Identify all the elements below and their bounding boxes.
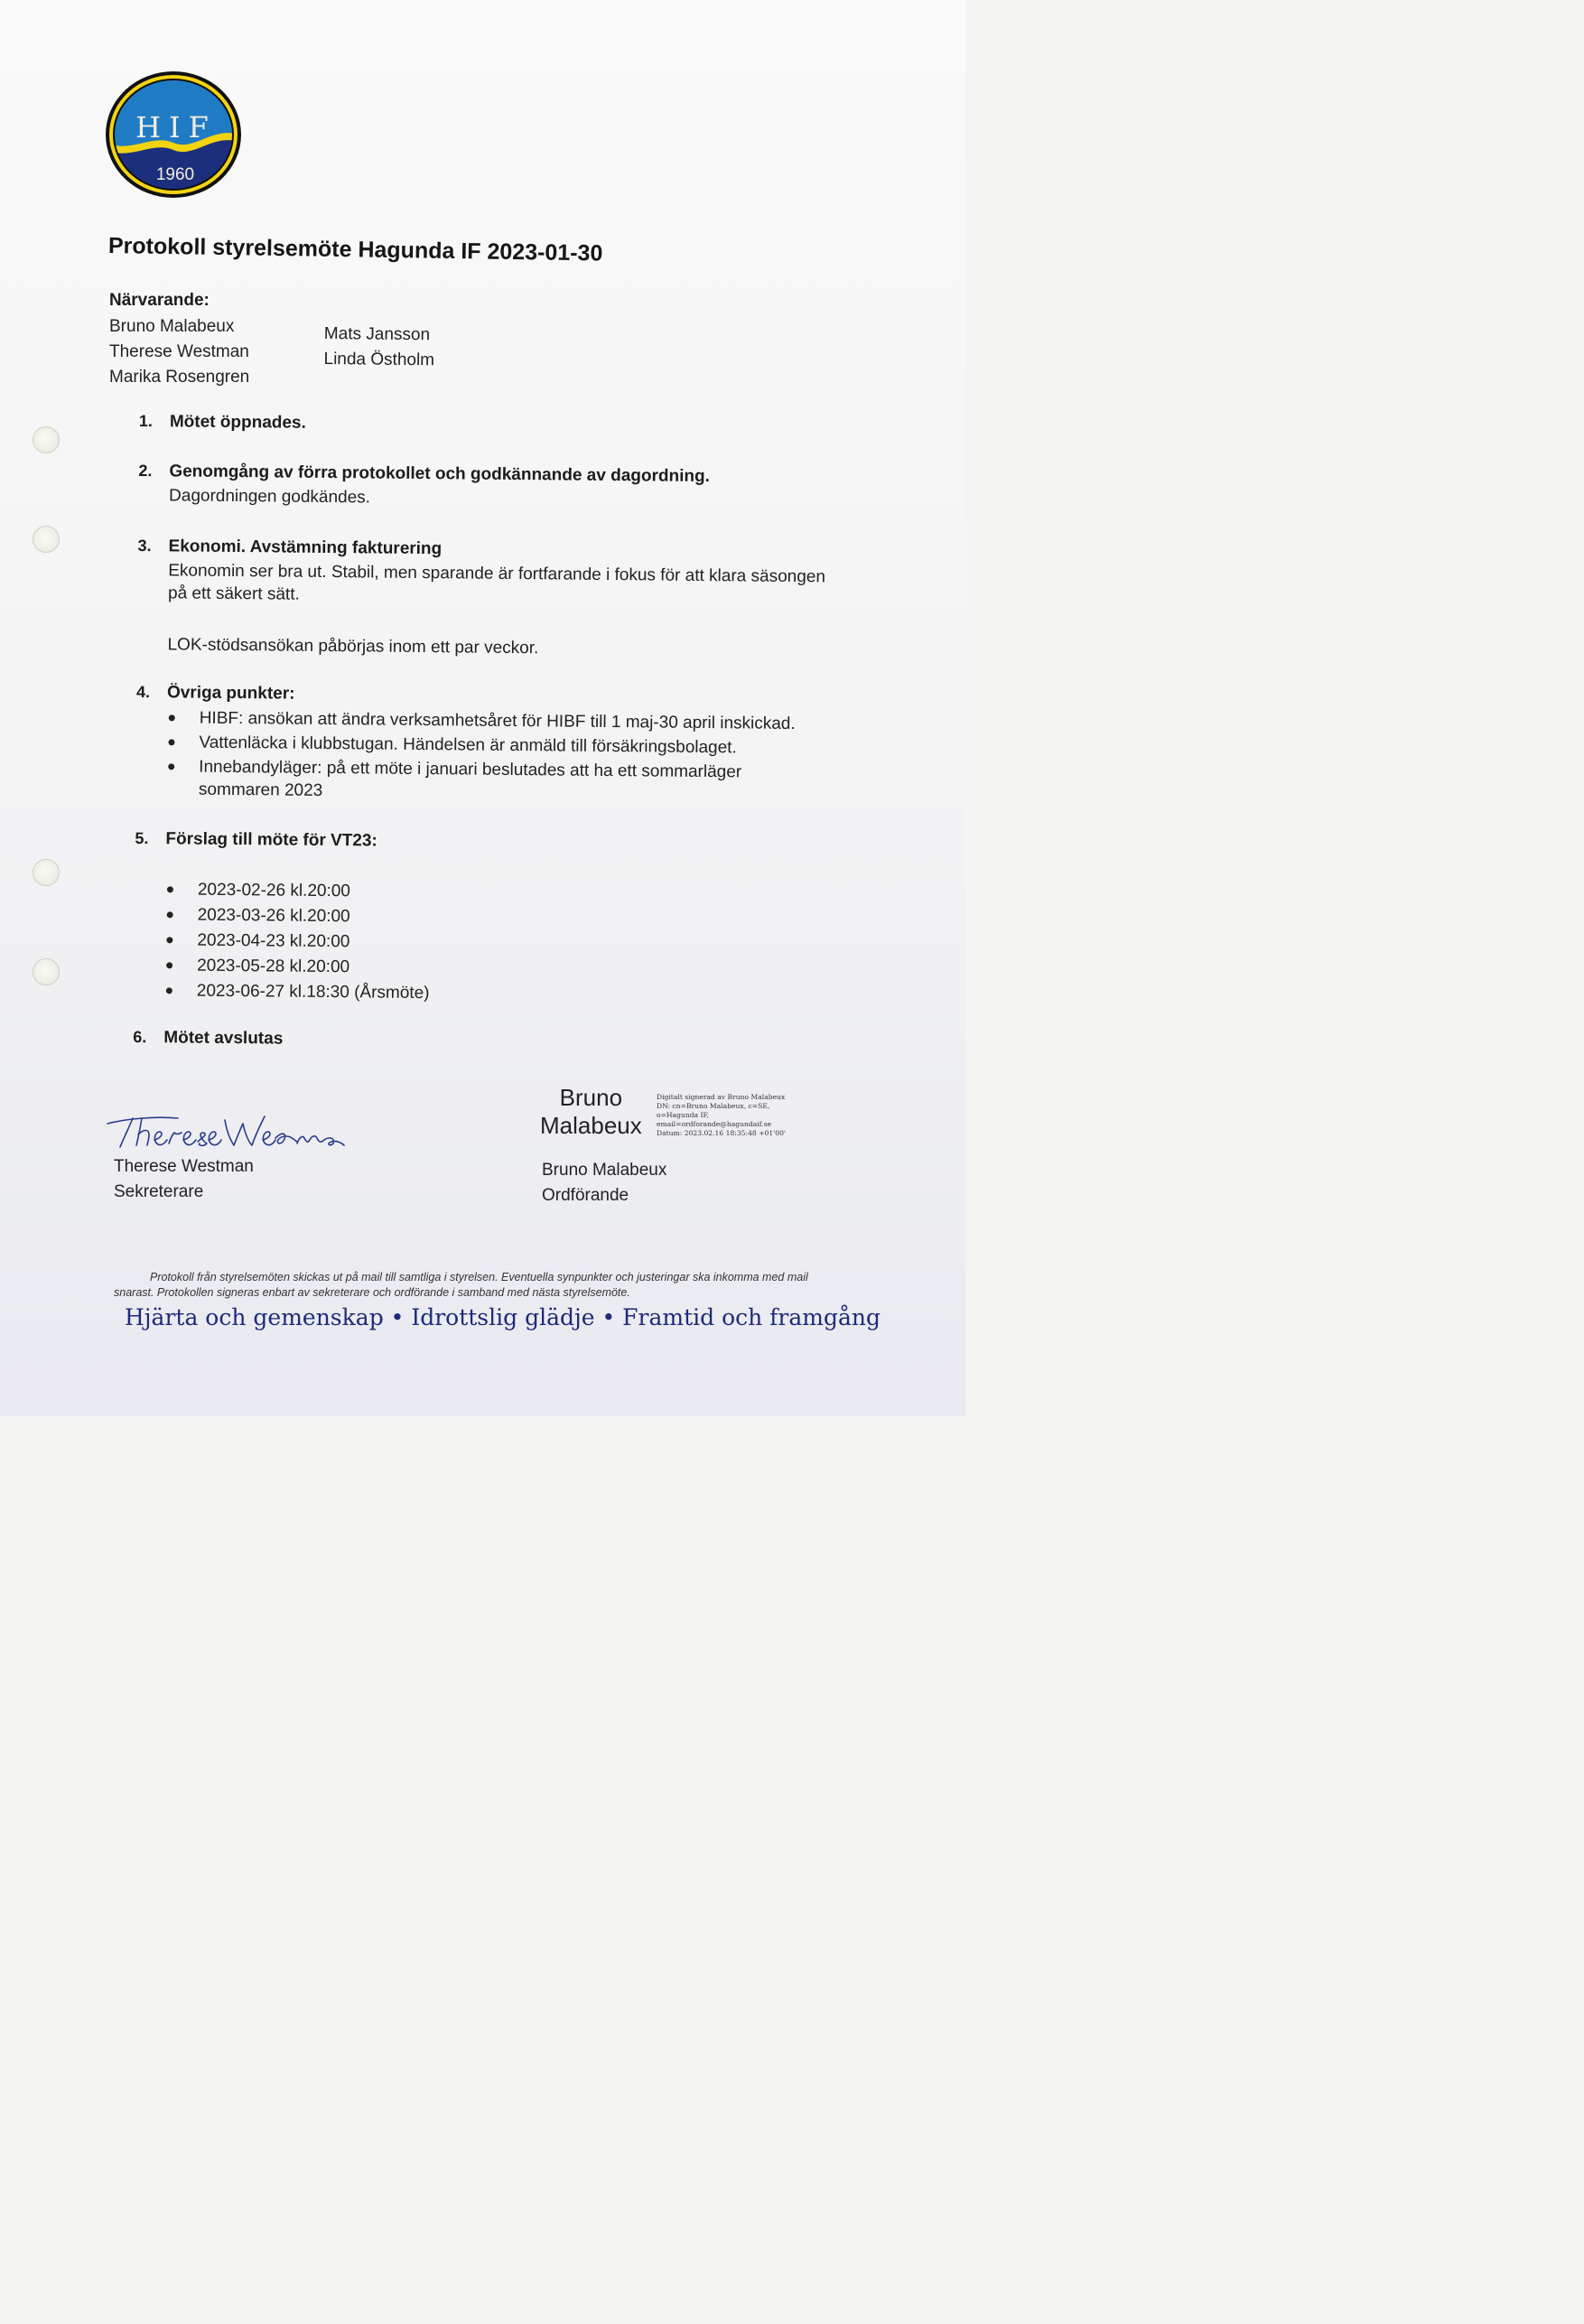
digital-signature-line: Datum: 2023.02.16 18:35:48 +01'00' bbox=[657, 1129, 787, 1137]
agenda-number: 3. bbox=[137, 536, 152, 555]
meeting-date: 2023-06-27 kl.18:30 (Årsmöte) bbox=[196, 981, 430, 1003]
agenda-text: Ekonomin ser bra ut. Stabil, men sparande är fortfarande i fokus för att klara säsongen bbox=[168, 561, 826, 587]
agenda-heading: Övriga punkter: bbox=[166, 683, 295, 704]
list-item bbox=[197, 980, 430, 1004]
punch-hole bbox=[33, 859, 60, 886]
footer-note bbox=[114, 1270, 863, 1301]
bullet bbox=[166, 962, 172, 968]
list-item bbox=[198, 879, 350, 903]
agenda-heading: Mötet öppnades. bbox=[169, 412, 306, 433]
list-item bbox=[200, 707, 796, 735]
footer-note-line: Protokoll från styrelsemöten skickas ut på mail till samtliga i styrelsen. Eventuella synpunkter och justeringar ska inkomma med mail bbox=[150, 1271, 808, 1283]
agenda-heading: Förslag till möte för VT23: bbox=[165, 829, 377, 851]
meeting-date: 2023-03-26 kl.20:00 bbox=[197, 905, 350, 927]
secretary-signature-block bbox=[114, 1154, 254, 1205]
agenda-number: 5. bbox=[135, 828, 149, 848]
bullet bbox=[169, 714, 175, 721]
meeting-date: 2023-02-26 kl.20:00 bbox=[197, 880, 351, 901]
punch-hole bbox=[33, 526, 60, 553]
agenda-number: 2. bbox=[138, 461, 153, 481]
footer-note-line: snarast. Protokollen signeras enbart av sekreterare och ordförande i samband med nästa styrelsemöte. bbox=[114, 1286, 630, 1299]
bullet bbox=[167, 911, 173, 918]
secretary-role: Sekreterare bbox=[114, 1182, 204, 1201]
bullet bbox=[168, 739, 174, 745]
punch-hole bbox=[33, 426, 60, 453]
attendee-list-left bbox=[109, 314, 249, 390]
club-logo bbox=[105, 70, 242, 199]
agenda bbox=[133, 412, 862, 1049]
list-item bbox=[197, 955, 349, 979]
attendee-name: Mats Jansson bbox=[323, 323, 431, 345]
list-item-text: Vattenläcka i klubbstugan. Händelsen är anmäld till försäkringsbolaget. bbox=[199, 733, 737, 758]
list-item bbox=[197, 929, 349, 954]
digital-signature-line: DN: cn=Bruno Malabeux, c=SE, bbox=[657, 1102, 770, 1110]
meeting-date: 2023-04-23 kl.20:00 bbox=[197, 930, 350, 952]
agenda-heading: Genomgång av förra protokollet och godkännande av dagordning. bbox=[169, 462, 711, 487]
attendance-heading: Närvarande: bbox=[109, 291, 210, 310]
agenda-text: LOK-stödsansökan påbörjas inom ett par veckor. bbox=[167, 635, 539, 658]
attendee-name: Linda Östholm bbox=[323, 349, 435, 370]
bullet bbox=[168, 763, 174, 770]
agenda-text: Dagordningen godkändes. bbox=[169, 486, 371, 508]
handwritten-signature bbox=[102, 1107, 346, 1160]
list-item-text: Innebandyläger: på ett möte i januari beslutades att ha ett sommarläger bbox=[199, 757, 742, 782]
page-title: Protokoll styrelsemöte Hagunda IF 2023-01-30 bbox=[107, 233, 603, 266]
chairman-role: Ordförande bbox=[542, 1186, 629, 1205]
agenda-number: 4. bbox=[135, 682, 151, 702]
digital-signature-line: o=Hagunda IF, bbox=[657, 1111, 710, 1119]
meeting-date: 2023-05-28 kl.20:00 bbox=[197, 956, 350, 977]
list-item bbox=[199, 732, 737, 760]
bullet bbox=[166, 937, 172, 943]
bullet bbox=[167, 886, 173, 892]
punch-hole bbox=[33, 958, 60, 985]
digital-signature-name bbox=[540, 1084, 642, 1140]
logo-year: 1960 bbox=[155, 165, 195, 184]
agenda-heading: Mötet avslutas bbox=[163, 1028, 284, 1049]
agenda-text: på ett säkert sätt. bbox=[167, 583, 300, 604]
document-page bbox=[0, 0, 965, 1416]
digital-signature-last-name: Malabeux bbox=[540, 1112, 642, 1139]
attendee-list-right bbox=[323, 322, 434, 373]
agenda-heading: Ekonomi. Avstämning fakturering bbox=[168, 537, 443, 559]
list-item-text: HIBF: ansökan att ändra verksamhetsåret för HIBF till 1 maj-30 april inskickad. bbox=[199, 708, 796, 733]
digital-signature-line: email=ordforande@hagundaif.se bbox=[657, 1120, 772, 1128]
chairman-name: Bruno Malabeux bbox=[542, 1161, 667, 1180]
attendee-name: Marika Rosengren bbox=[109, 368, 250, 387]
digital-signature-first-name: Bruno bbox=[559, 1084, 623, 1111]
attendee-name: Bruno Malabeux bbox=[109, 317, 235, 336]
digital-signature-details bbox=[657, 1093, 786, 1138]
logo-initials: HIF bbox=[135, 110, 217, 145]
club-slogan: Hjärta och gemenskap • Idrottslig glädje • Framtid och framgång bbox=[125, 1304, 881, 1330]
attendee-name: Therese Westman bbox=[109, 342, 249, 361]
secretary-name: Therese Westman bbox=[114, 1157, 254, 1176]
list-item bbox=[198, 904, 350, 929]
bullet bbox=[166, 987, 172, 994]
digital-signature-line: Digitalt signerad av Bruno Malabeux bbox=[657, 1093, 786, 1101]
agenda-number: 1. bbox=[138, 412, 154, 431]
chairman-signature-block bbox=[542, 1158, 666, 1209]
agenda-number: 6. bbox=[133, 1027, 147, 1047]
list-item-continuation: sommaren 2023 bbox=[198, 779, 323, 800]
